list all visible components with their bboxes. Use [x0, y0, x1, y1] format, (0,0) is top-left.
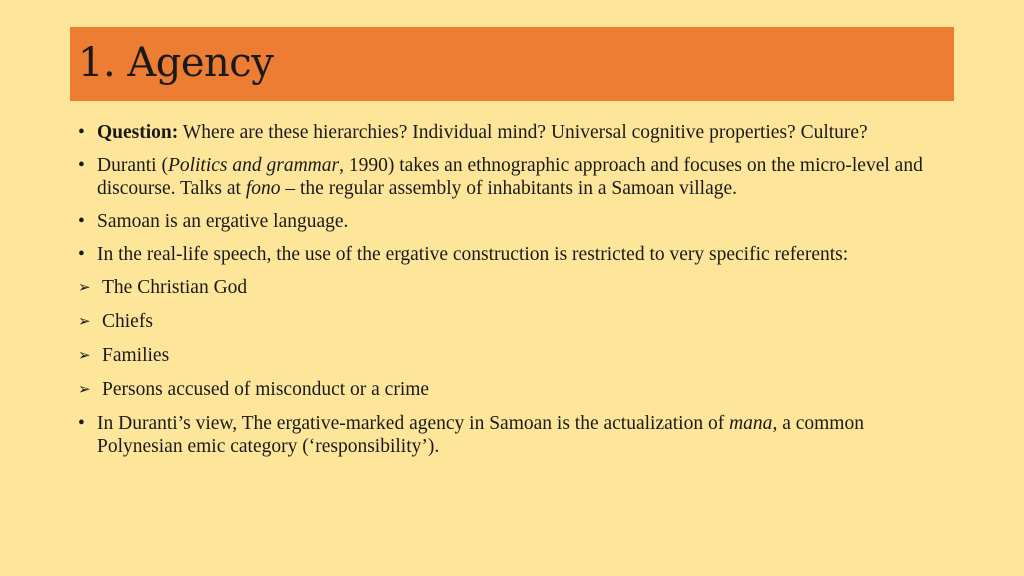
bullet-item	[76, 121, 936, 144]
bullet-text: Where are these hierarchies? Individual mind? Universal cognitive properties? Culture?	[178, 122, 868, 143]
bullet-item	[76, 412, 936, 458]
term-mana: mana	[729, 413, 773, 434]
book-title: Politics and grammar	[167, 155, 340, 176]
bullet-text: , 1990) takes an ethnographic approach and focuses on the micro-level and discourse. Talks at	[97, 155, 923, 199]
sub-item-text: The Christian God	[102, 277, 248, 298]
arrow-bullet-icon: ➢	[78, 348, 91, 364]
bullet-icon: •	[78, 244, 85, 265]
sub-item-text: Persons accused of misconduct or a crime	[102, 379, 430, 400]
bullet-text: – the regular assembly of inhabitants in a Samoan village.	[280, 178, 738, 199]
bullet-icon: •	[78, 413, 85, 434]
sub-item	[76, 310, 936, 333]
bullet-icon: •	[78, 122, 85, 143]
arrow-bullet-icon: ➢	[78, 314, 91, 330]
bullet-text: Duranti (	[97, 155, 168, 176]
bullet-icon: •	[78, 211, 85, 232]
bullet-icon: •	[78, 155, 85, 176]
bullet-item	[76, 243, 936, 266]
bullet-item	[76, 210, 936, 233]
bullet-text: Samoan is an ergative language.	[97, 211, 349, 232]
sub-item-text: Chiefs	[102, 311, 153, 332]
sub-item-text: Families	[102, 345, 170, 366]
question-label: Question:	[97, 122, 179, 143]
arrow-bullet-icon: ➢	[78, 382, 91, 398]
slide-title: 1. Agency	[78, 40, 274, 86]
term-fono: fono	[245, 178, 281, 199]
sub-item	[76, 378, 936, 401]
bullet-text: In the real-life speech, the use of the ergative construction is restricted to very specific referents:	[97, 244, 849, 265]
slide-body	[76, 121, 936, 468]
title-bar	[70, 27, 954, 101]
bullet-item	[76, 154, 936, 200]
arrow-bullet-icon: ➢	[78, 280, 91, 296]
bullet-text: In Duranti’s view, The ergative-marked agency in Samoan is the actualization of	[97, 413, 730, 434]
sub-item	[76, 276, 936, 299]
sub-item	[76, 344, 936, 367]
bullet-text: , a common Polynesian emic category (‘responsibility’).	[97, 413, 864, 457]
